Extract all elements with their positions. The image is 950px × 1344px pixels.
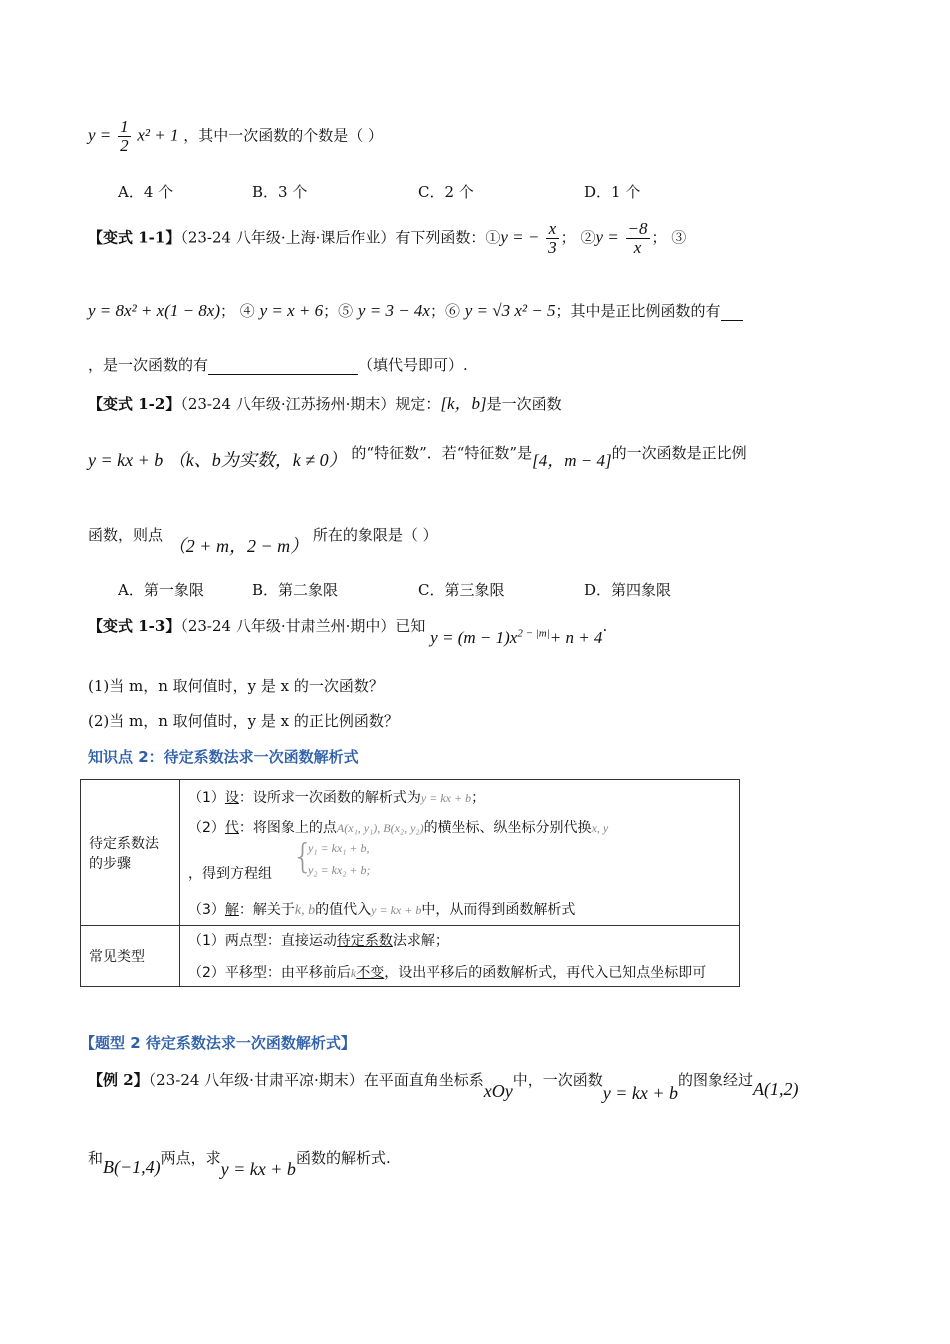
v12-t1: 是一次函数	[486, 395, 562, 413]
kp2-s3-text: ：解关于	[238, 902, 295, 918]
kp2-row-types	[81, 926, 740, 987]
kp2-step2-end: ，得到方程组	[188, 866, 272, 882]
q1-formula-prefix: y =	[88, 125, 112, 145]
q1-text: ，其中一次函数的个数是（ ）	[183, 126, 384, 145]
q1-option-c: C．2 个	[418, 183, 474, 201]
kp2-t1-text: 两点型：直接运动	[224, 933, 337, 949]
v12-source: （23-24 八年级·江苏扬州·期末）规定：	[180, 395, 441, 413]
ex2-t5: 函数的解析式.	[295, 1149, 391, 1167]
ex2-t4: 两点，求	[160, 1149, 221, 1167]
q1-fraction	[118, 118, 131, 155]
v11-f3: y = 8x² + x(1 − 8x)	[88, 301, 221, 320]
kp2-row1-label: 待定系数法的步骤	[81, 780, 180, 926]
kp2-s2-points: A(x₁, y₁), B(x₂, y₂)	[336, 821, 424, 835]
v11-f5: y = 3 − 4x	[357, 301, 430, 320]
kp2-t2-key: 不变	[356, 965, 385, 981]
kp2-t2-text: 平移型：由平移前后	[224, 965, 351, 981]
v11-sep1: ； ②	[560, 228, 596, 247]
v12-tag: 【变式 1-2】	[88, 395, 181, 413]
kp2-s1-num: （1）	[188, 790, 225, 806]
v12-option-d: D．第四象限	[584, 581, 672, 599]
v11-f1-num: x	[546, 220, 559, 239]
v11-f6: y = √3 x² − 5	[464, 301, 556, 320]
kp2-type1	[188, 930, 731, 964]
v11-blank1[interactable]	[721, 302, 743, 321]
v12-t4: 函数，则点	[88, 526, 164, 544]
v11-f2-den: x	[633, 238, 642, 257]
ex2-source: （23-24 八年级·甘肃平凉·期末）在平面直角坐标系	[148, 1071, 484, 1089]
v11-source: （23-24 八年级·上海·课后作业）有下列函数：①	[180, 228, 501, 247]
v12-line2	[88, 446, 747, 472]
kp2-type2	[188, 964, 731, 982]
v11-sep5: ；⑥	[429, 302, 460, 320]
q1-option-b: B．3 个	[252, 183, 308, 201]
kp2-s2-vars: x, y	[591, 821, 609, 835]
q1-stem	[88, 118, 383, 155]
ex2-t3: 和	[88, 1149, 104, 1167]
v11-f2-num: −8	[627, 219, 648, 238]
v12-t5: 所在的象限是（ ）	[312, 526, 438, 544]
ex2-line1	[88, 1069, 799, 1103]
q1-option-d: D．1 个	[584, 183, 641, 201]
kp2-s2-key: 代	[224, 820, 239, 836]
v11-sep4: ；⑤	[323, 302, 354, 320]
v13-formula-base: y = (m − 1)x	[430, 628, 518, 647]
v11-tail: ；其中是正比例函数的有	[555, 302, 721, 320]
v12-line3	[88, 520, 438, 556]
kp2-brace-icon: {	[292, 837, 314, 877]
kp2-s2-text2: 的横坐标、纵坐标分别代换	[423, 820, 592, 836]
v11-line1	[88, 220, 686, 257]
v12-option-a: A．第一象限	[118, 581, 204, 599]
kp2-s2-eq1: y₁ = kx₁ + b,	[308, 841, 370, 855]
ex2-tag: 【例 2】	[88, 1071, 149, 1089]
v13-line1	[88, 615, 608, 647]
v13-formula	[430, 628, 602, 647]
v12-formula: y = kx + b （k、b为实数，k ≠ 0）	[88, 450, 347, 470]
v13-period: .	[602, 617, 608, 635]
v11-line3-suffix: （填代号即可）.	[358, 356, 468, 374]
v11-f1-den: 3	[548, 238, 557, 257]
v12-bracket: [k，b]	[440, 394, 487, 413]
kp2-s3-key: 解	[224, 902, 239, 918]
kp2-t1-num: （1）	[188, 933, 225, 949]
v11-f2-prefix: y =	[595, 227, 619, 247]
v13-q1: (1)当 m，n 取何值时，y 是 x 的一次函数？	[88, 677, 384, 695]
v11-sep2: ； ③	[651, 228, 687, 247]
kp2-s1-key: 设	[224, 790, 239, 806]
type2-title: 【题型 2 待定系数法求一次函数解析式】	[80, 1034, 356, 1052]
v11-blank2[interactable]	[208, 356, 358, 375]
kp2-t2-num: （2）	[188, 965, 225, 981]
ex2-t1: 中，一次函数	[512, 1071, 603, 1089]
kp2-row2-label: 常见类型	[81, 926, 180, 987]
kp2-s2-num: （2）	[188, 820, 225, 836]
kp2-table	[80, 779, 740, 987]
kp2-s1-text: ：设所求一次函数的解析式为	[238, 790, 421, 806]
v12-bracket2: [4，m − 4]	[532, 451, 612, 470]
kp2-step3	[188, 893, 731, 921]
kp2-t2-text2: ，设出平移后的函数解析式，再代入已知点坐标即可	[384, 965, 707, 981]
v12-point: （2 + m，2 − m）	[167, 536, 309, 556]
q1-frac-num: 1	[120, 117, 129, 136]
kp2-t2-var: k	[350, 966, 357, 980]
kp2-s2-text: ：将图象上的点	[238, 820, 337, 836]
q1-option-a: A．4 个	[118, 183, 174, 201]
v12-t3: 的一次函数是正比例	[611, 444, 747, 462]
ex2-formula: y = kx + b	[602, 1083, 678, 1103]
ex2-point-b: B(−1,4)	[103, 1157, 161, 1177]
v12-line1	[88, 389, 562, 414]
v13-formula-tail: + n + 4	[549, 628, 603, 647]
v13-formula-exp: 2 − |m|	[517, 627, 550, 640]
v13-q2: (2)当 m，n 取何值时，y 是 x 的正比例函数？	[88, 712, 399, 730]
v12-option-c: C．第三象限	[418, 581, 505, 599]
kp2-row-steps	[81, 780, 740, 926]
ex2-t2: 的图象经过	[678, 1071, 754, 1089]
v11-line2	[88, 300, 743, 321]
v11-f1-fraction	[546, 220, 559, 257]
kp2-s1-formula: y = kx + b	[420, 791, 472, 805]
kp2-s3-vars: k, b	[294, 903, 316, 918]
kp2-s3-formula: y = kx + b	[371, 903, 422, 917]
kp2-s2-eq2: y₂ = kx₂ + b;	[308, 863, 371, 877]
kp2-s1-end: ；	[471, 790, 486, 806]
kp2-equation-system	[188, 837, 731, 883]
v13-tag: 【变式 1-3】	[88, 617, 181, 635]
ex2-formula2: y = kx + b	[220, 1159, 296, 1179]
v11-sep3: ； ④	[220, 302, 255, 320]
v11-f4: y = x + 6	[259, 301, 324, 320]
ex2-line2	[88, 1147, 391, 1179]
kp2-step1	[188, 784, 731, 815]
kp2-t1-key: 待定系数	[336, 933, 393, 949]
kp2-row2-content	[180, 926, 740, 987]
kp2-s3-text2: 的值代入	[315, 902, 372, 918]
v11-line3	[88, 354, 468, 375]
kp2-row1-content	[180, 780, 740, 926]
q1-formula-suffix: x² + 1	[137, 125, 179, 145]
v12-option-b: B．第二象限	[252, 581, 339, 599]
v11-line3-prefix: ，是一次函数的有	[88, 356, 209, 374]
v11-tag: 【变式 1-1】	[88, 228, 181, 247]
v11-f2-fraction	[626, 220, 650, 257]
kp2-t1-text2: 法求解；	[392, 933, 449, 949]
kp2-s3-num: （3）	[188, 902, 225, 918]
kp2-s3-text3: 中，从而得到函数解析式	[421, 902, 576, 918]
q1-frac-den: 2	[120, 136, 129, 155]
ex2-point-a: A(1,2)	[753, 1079, 799, 1099]
v11-f1-prefix: y = −	[500, 227, 540, 247]
kp2-title: 知识点 2：待定系数法求一次函数解析式	[88, 748, 359, 766]
v12-t2: 的“特征数”．若“特征数”是	[351, 444, 533, 462]
kp2-step2	[188, 815, 731, 837]
v13-source: （23-24 八年级·甘肃兰州·期中）已知	[180, 617, 426, 635]
ex2-xoy: xOy	[483, 1081, 513, 1101]
